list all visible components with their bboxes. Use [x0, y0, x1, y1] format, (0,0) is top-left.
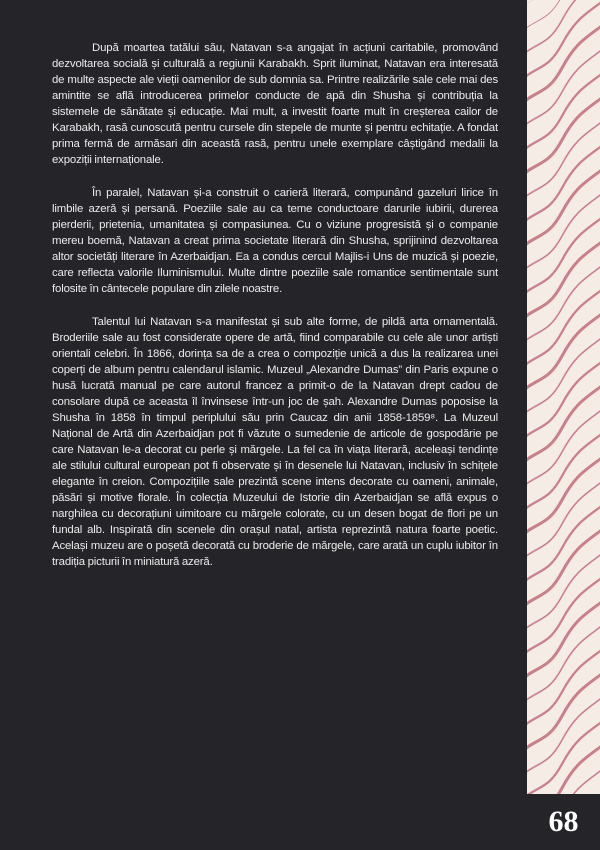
wavy-line [527, 546, 600, 636]
paragraph-3: Talentul lui Natavan s-a manifestat și sub alte forme, de pildă arta ornamentală. Broderiile sale au fost considerate opere de artă, fiind comparabile cu cele ale unor artiști orientali celebri. În 1866, dorința sa de a crea o compoziție unică a dus la realizarea unei coperți de album pentru calendarul islamic. Muzeul „Alexandre Dumas” din Paris expune o husă lucrată manual pe care autorul francez a primit-o de la Natavan drept cadou de consolare după ce aceasta îl învinsese într-un joc de șah. Alexandre Dumas poposise la Shusha în 1858 în timpul periplului său prin Caucaz din anii 1858-1859⁸. La Muzeul Național de Artă din Azerbaidjan pot fi văzute o sumedenie de articole de gospodărie pe care Natavan le-a decorat cu perle și mărgele. La fel ca în viața literară, aceleași tendințe ale stilului cultural european pot fi observate și în desenele lui Natavan, inclusiv în schițele elegante în creion. Compozițiile sale prezintă scene intens decorate cu oameni, animale, păsări și motive florale. În colecția Muzeului de Istorie din Azerbaidjan se află expus o narghilea cu decorațiuni uimitoare cu mărgele colorate, cu un desen bogat de flori pe un fundal alb. Inspirată din scenele din orașul natal, artista reprezintă natura foarte poetic. Același muzeu are o poșetă decorată cu broderie de mărgele, care arată un cuplu iubitor în tradiția picturii în miniatură azeră. [52, 316, 498, 568]
body-text [52, 40, 498, 587]
wavy-line [527, 162, 600, 252]
wavy-line [527, 450, 600, 540]
wavy-line [527, 666, 600, 756]
wavy-line [527, 210, 600, 300]
wavy-line [527, 282, 600, 372]
wavy-line [527, 114, 600, 204]
wavy-line [527, 66, 600, 156]
wavy-line [527, 234, 600, 324]
wavy-line [527, 378, 600, 468]
wavy-line [527, 426, 600, 516]
wavy-line [527, 618, 600, 708]
page-number: 68 [548, 805, 579, 838]
decorative-pattern-strip [527, 0, 600, 794]
wavy-line [527, 498, 600, 588]
page-number-box [527, 794, 600, 850]
wavy-line [527, 0, 600, 60]
wavy-line [527, 330, 600, 420]
wavy-line [527, 738, 600, 794]
wavy-line [527, 258, 600, 348]
wavy-line [527, 522, 600, 612]
wavy-line [527, 138, 600, 228]
paragraph-2: În paralel, Natavan și-a construit o carieră literară, compunând gazeluri lirice în limbile azeră și persană. Poeziile sale au ca teme conductoare darurile iubirii, durerea pierderii, prietenia, umanitatea și compasiunea. Cu o viziune progresistă și o companie mereu boemă, Natavan a creat prima societate literară din Shusha, sprijinind dezvoltarea altor societăți literare în Azerbaidjan. Ea a condus cercul Majlis-i Uns de muzică și poezie, care reflecta valorile Iluminismului. Multe dintre poeziile sale romantice sentimentale sunt folosite în cântecele populare din zilele noastre. [52, 187, 498, 295]
wavy-line [527, 690, 600, 780]
wavy-line [527, 42, 600, 132]
wavy-line [527, 90, 600, 180]
paragraph-1: După moartea tatălui său, Natavan s-a angajat în acțiuni caritabile, promovând dezvoltarea socială și culturală a regiunii Karabakh. Sprit iluminat, Natavan era interesată de multe aspecte ale vieții oamenilor de sub domnia sa. Printre realizările sale cele mai des amintite se află introducerea primelor conducte de apă din Shusha și contribuția la sistemele de sănătate și educație. Mai mult, a investit foarte mult în creșterea cailor de Karabakh, rasă cunoscută pentru cursele din stepele de munte și pentru echitație. A fondat prima fermă de armăsari din această rasă, pentru unele exemplare câștigând medalii la expoziții internaționale. [52, 42, 498, 166]
wavy-lines-pattern [527, 0, 600, 794]
wavy-line [527, 474, 600, 564]
wavy-line [527, 642, 600, 732]
wavy-line [527, 594, 600, 684]
wavy-line [527, 0, 600, 84]
wavy-line [527, 186, 600, 276]
wavy-line [527, 354, 600, 444]
wavy-line [527, 402, 600, 492]
wavy-line [527, 306, 600, 396]
wavy-line [527, 18, 600, 108]
wavy-line [527, 570, 600, 660]
